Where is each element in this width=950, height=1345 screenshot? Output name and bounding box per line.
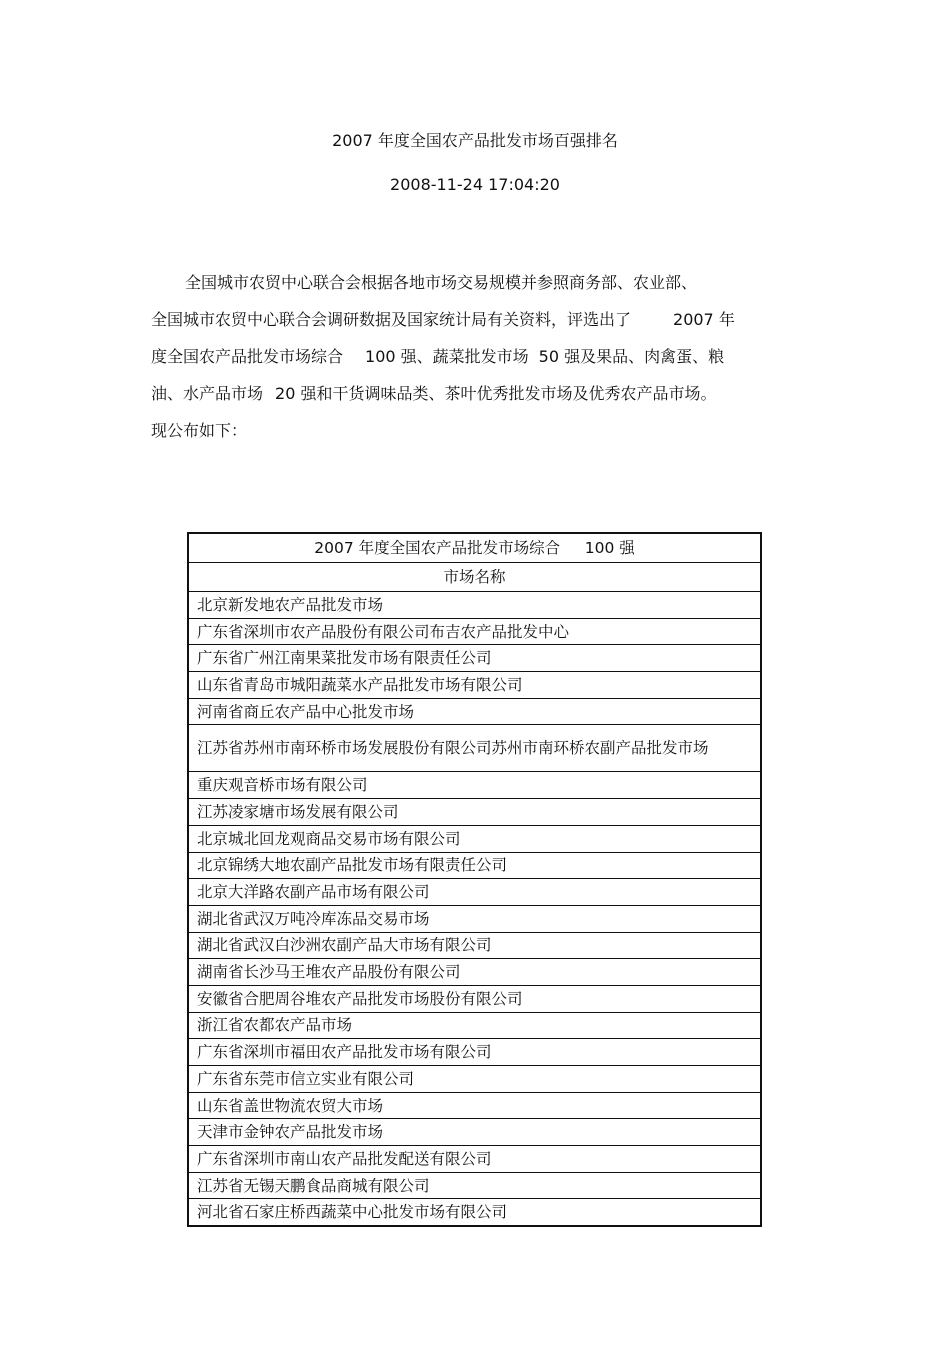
table-row — [188, 1012, 761, 1039]
table-row — [188, 1172, 761, 1199]
table-row — [188, 698, 761, 725]
market-name-cell: 山东省盖世物流农贸大市场 — [188, 1092, 761, 1119]
table-row — [188, 825, 761, 852]
table-row — [188, 1092, 761, 1119]
market-name-cell: 河南省商丘农产品中心批发市场 — [188, 698, 761, 725]
intro-text: 全国城市农贸中心联合会调研数据及国家统计局有关资料，评选出了 — [151, 310, 632, 329]
table-row — [188, 985, 761, 1012]
table-row — [188, 592, 761, 619]
intro-text: 2007 年 — [673, 310, 735, 329]
intro-text: 20 强和干货调味品类、茶叶优秀批发市场及优秀农产品市场。 — [275, 384, 717, 403]
market-name-cell: 北京锦绣大地农副产品批发市场有限责任公司 — [188, 852, 761, 879]
table-row — [188, 672, 761, 699]
table-row — [188, 618, 761, 645]
table-row — [188, 1199, 761, 1226]
market-name-cell: 北京大洋路农副产品市场有限公司 — [188, 879, 761, 906]
intro-text: 50 强及果品、肉禽蛋、粮 — [538, 347, 725, 366]
intro-text: 油、水产品市场 — [151, 384, 264, 403]
table-caption: 2007 年度全国农产品批发市场综合 100 强 — [188, 533, 761, 563]
market-name-cell: 河北省石家庄桥西蔬菜中心批发市场有限公司 — [188, 1199, 761, 1226]
market-name-cell: 天津市金钟农产品批发市场 — [188, 1119, 761, 1146]
market-name-cell: 北京城北回龙观商品交易市场有限公司 — [188, 825, 761, 852]
market-name-cell: 安徽省合肥周谷堆农产品批发市场股份有限公司 — [188, 985, 761, 1012]
table-row — [188, 1146, 761, 1173]
table-row — [188, 1066, 761, 1093]
market-name-cell: 江苏凌家塘市场发展有限公司 — [188, 799, 761, 826]
table-caption-row — [188, 533, 761, 563]
table-row — [188, 959, 761, 986]
table-row — [188, 645, 761, 672]
intro-line: 现公布如下： — [151, 421, 248, 440]
table-row — [188, 1039, 761, 1066]
market-ranking-table — [187, 532, 762, 1227]
market-name-cell: 湖南省长沙马王堆农产品股份有限公司 — [188, 959, 761, 986]
market-name-cell: 广东省深圳市南山农产品批发配送有限公司 — [188, 1146, 761, 1173]
market-name-cell: 广东省东莞市信立实业有限公司 — [188, 1066, 761, 1093]
publish-date: 2008-11-24 17:04:20 — [390, 175, 560, 194]
market-name-cell: 江苏省无锡天鹏食品商城有限公司 — [188, 1172, 761, 1199]
intro-line — [151, 301, 796, 338]
intro-line — [151, 338, 796, 375]
market-name-cell: 广东省深圳市农产品股份有限公司布吉农产品批发中心 — [188, 618, 761, 645]
market-name-cell: 湖北省武汉万吨冷库冻品交易市场 — [188, 905, 761, 932]
market-name-cell: 湖北省武汉白沙洲农副产品大市场有限公司 — [188, 932, 761, 959]
market-name-cell: 北京新发地农产品批发市场 — [188, 592, 761, 619]
market-name-cell: 重庆观音桥市场有限公司 — [188, 772, 761, 799]
market-name-cell: 山东省青岛市城阳蔬菜水产品批发市场有限公司 — [188, 672, 761, 699]
market-name-cell: 浙江省农都农产品市场 — [188, 1012, 761, 1039]
table-row — [188, 852, 761, 879]
table-row — [188, 932, 761, 959]
table-row — [188, 879, 761, 906]
intro-line — [151, 375, 796, 412]
intro-text: 度全国农产品批发市场综合 — [151, 347, 344, 366]
table-body — [188, 592, 761, 1227]
intro-text: 100 强、蔬菜批发市场 — [365, 347, 529, 366]
market-name-cell: 江苏省苏州市南环桥市场发展股份有限公司苏州市南环桥农副产品批发市场 — [188, 725, 761, 772]
document-title: 2007 年度全国农产品批发市场百强排名 — [332, 131, 618, 150]
intro-line: 全国城市农贸中心联合会根据各地市场交易规模并参照商务部、农业部、 — [185, 273, 698, 292]
table-row — [188, 905, 761, 932]
market-name-cell: 广东省广州江南果菜批发市场有限责任公司 — [188, 645, 761, 672]
table-row — [188, 799, 761, 826]
table-row — [188, 1119, 761, 1146]
table-header-row — [188, 563, 761, 592]
intro-paragraph — [151, 264, 796, 449]
market-name-cell: 广东省深圳市福田农产品批发市场有限公司 — [188, 1039, 761, 1066]
table-row — [188, 725, 761, 772]
column-header-market-name: 市场名称 — [188, 563, 761, 592]
table-row — [188, 772, 761, 799]
